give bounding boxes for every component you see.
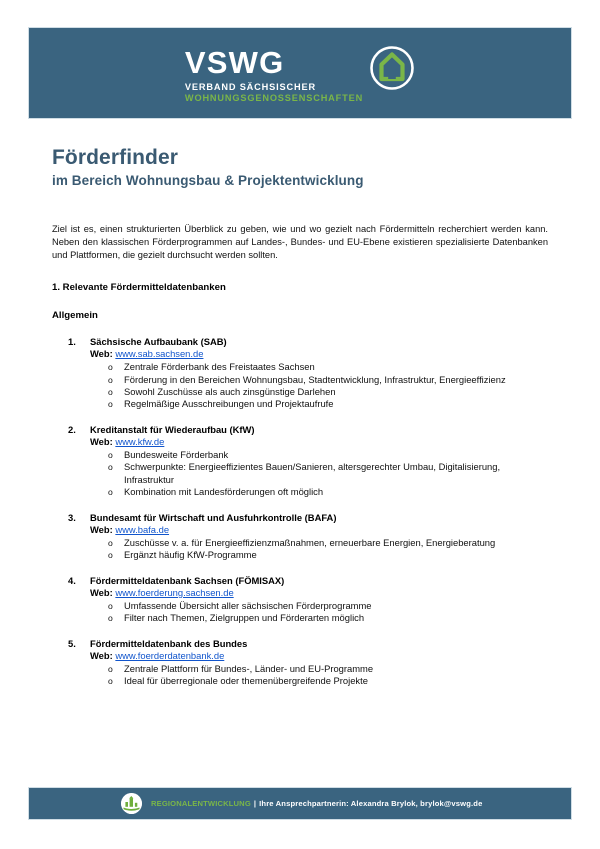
feature-text: Förderung in den Bereichen Wohnungsbau, Stadtentwicklung, Infrastruktur, Energieeffizienz — [124, 373, 506, 385]
web-label: Web: — [90, 587, 113, 599]
footer-banner — [28, 787, 572, 820]
footer-content — [121, 793, 482, 814]
bullet-circle-icon: o — [108, 374, 113, 385]
feature-text: Bundesweite Förderbank — [124, 449, 229, 461]
database-feature-list — [90, 663, 552, 688]
database-web-link[interactable]: www.bafa.de — [115, 524, 170, 536]
bullet-circle-icon: o — [108, 387, 113, 398]
page-subtitle: im Bereich Wohnungsbau & Projektentwicklung — [52, 172, 364, 188]
database-feature-list — [90, 600, 552, 625]
footer-text — [151, 799, 482, 808]
database-web-row — [90, 524, 552, 537]
bullet-circle-icon: o — [108, 676, 113, 687]
bullet-circle-icon: o — [108, 399, 113, 410]
page-title: Förderfinder — [52, 146, 179, 169]
database-name: Kreditanstalt für Wiederaufbau (KfW) — [90, 423, 255, 435]
footer-separator: | — [253, 799, 257, 808]
list-item-number: 2. — [68, 423, 76, 435]
database-web-row — [90, 348, 552, 361]
list-item-number: 5. — [68, 637, 76, 649]
database-feature-list — [90, 449, 552, 499]
list-item-number: 4. — [68, 574, 76, 586]
database-web-link[interactable]: www.kfw.de — [115, 436, 165, 448]
web-label: Web: — [90, 348, 113, 360]
web-label: Web: — [90, 524, 113, 536]
database-web-row — [90, 650, 552, 663]
list-item — [52, 512, 552, 562]
bullet-circle-icon: o — [108, 462, 113, 473]
database-web-link[interactable]: www.foerderdatenbank.de — [115, 650, 225, 662]
database-web-row — [90, 587, 552, 600]
feature-text: Kombination mit Landesförderungen oft möglich — [124, 486, 324, 498]
bullet-circle-icon: o — [108, 487, 113, 498]
bullet-circle-icon: o — [108, 362, 113, 373]
bullet-circle-icon: o — [108, 613, 113, 624]
database-web-row — [90, 436, 552, 449]
database-list — [52, 336, 552, 701]
database-name: Fördermitteldatenbank des Bundes — [90, 637, 248, 649]
feature-list-item — [90, 675, 552, 687]
feature-text: Zentrale Plattform für Bundes-, Länder- und EU-Programme — [124, 662, 374, 674]
feature-list-item — [90, 612, 552, 624]
database-name: Fördermitteldatenbank Sachsen (FÖMISAX) — [90, 574, 285, 586]
list-item-number: 1. — [68, 336, 76, 347]
vswg-logo — [184, 44, 415, 103]
feature-list-item — [90, 386, 552, 398]
footer-department-label: REGIONALENTWICKLUNG — [151, 799, 251, 808]
intro-paragraph: Ziel ist es, einen strukturierten Überblick zu geben, wie und wo gezielt nach Fördermitteln recherchiert werden kann. Neben den klassischen Förderprogrammen auf Landes-, Bundes- und EU-Ebene existieren spezialisierte Datenbanken und Plattformen, die gezielt durchsucht werden sollten. — [52, 224, 548, 260]
feature-list-item — [90, 486, 552, 498]
database-name: Bundesamt für Wirtschaft und Ausfuhrkontrolle (BAFA) — [90, 511, 337, 523]
feature-list-item — [90, 663, 552, 675]
list-item-number: 3. — [68, 511, 76, 523]
database-feature-list — [90, 537, 552, 562]
feature-text: Regelmäßige Ausschreibungen und Projektaufrufe — [124, 398, 334, 410]
feature-text: Sowohl Zuschüsse als auch zinsgünstige Darlehen — [124, 386, 336, 398]
feature-list-item — [90, 361, 552, 373]
list-item — [52, 575, 552, 625]
bullet-circle-icon: o — [108, 450, 113, 461]
subsection-heading-general: Allgemein — [52, 310, 98, 321]
logo-brand-name: VSWG — [184, 44, 285, 80]
feature-list-item — [90, 537, 552, 549]
list-item — [52, 424, 552, 499]
database-web-link[interactable]: www.sab.sachsen.de — [115, 348, 204, 360]
feature-list-item — [90, 549, 552, 561]
footer-contact-label: Ihre Ansprechpartnerin: Alexandra Brylok, brylok@vswg.de — [259, 799, 483, 808]
bullet-circle-icon: o — [108, 550, 113, 561]
title-block — [52, 146, 552, 189]
list-item — [52, 336, 552, 411]
house-in-circle-icon — [369, 45, 415, 91]
database-name: Sächsische Aufbaubank (SAB) — [90, 336, 227, 347]
section-heading-databases: 1. Relevante Fördermitteldatenbanken — [52, 282, 226, 293]
feature-list-item — [90, 600, 552, 612]
bullet-circle-icon: o — [108, 663, 113, 674]
web-label: Web: — [90, 436, 113, 448]
feature-text: Filter nach Themen, Zielgruppen und Förderarten möglich — [124, 612, 365, 624]
database-web-link[interactable]: www.foerderung.sachsen.de — [115, 587, 234, 599]
logo-tagline-line2: WOHNUNGSGENOSSENSCHAFTEN — [184, 93, 364, 103]
logo-tagline-line1: VERBAND SÄCHSISCHER — [184, 81, 316, 92]
feature-text: Ergänzt häufig KfW-Programme — [124, 549, 257, 561]
bullet-circle-icon: o — [108, 600, 113, 611]
database-feature-list — [90, 361, 552, 411]
feature-list-item — [90, 461, 552, 486]
feature-text: Schwerpunkte: Energieeffizientes Bauen/Sanieren, altersgerechter Umbau, Digitalisierung, Infrastruktur — [124, 461, 501, 485]
list-item — [52, 638, 552, 688]
web-label: Web: — [90, 650, 113, 662]
feature-list-item — [90, 398, 552, 410]
feature-text: Zuschüsse v. a. für Energieeffizienzmaßnahmen, erneuerbare Energien, Energieberatung — [124, 536, 496, 548]
feature-text: Zentrale Förderbank des Freistaates Sachsen — [124, 361, 315, 373]
header-banner — [28, 27, 572, 119]
feature-text: Umfassende Übersicht aller sächsischen Förderprogramme — [124, 599, 372, 611]
feature-list-item — [90, 449, 552, 461]
feature-list-item — [90, 374, 552, 386]
feature-text: Ideal für überregionale oder themenübergreifende Projekte — [124, 675, 368, 687]
regional-development-icon — [121, 793, 142, 814]
logo-text — [184, 44, 364, 103]
bullet-circle-icon: o — [108, 537, 113, 548]
